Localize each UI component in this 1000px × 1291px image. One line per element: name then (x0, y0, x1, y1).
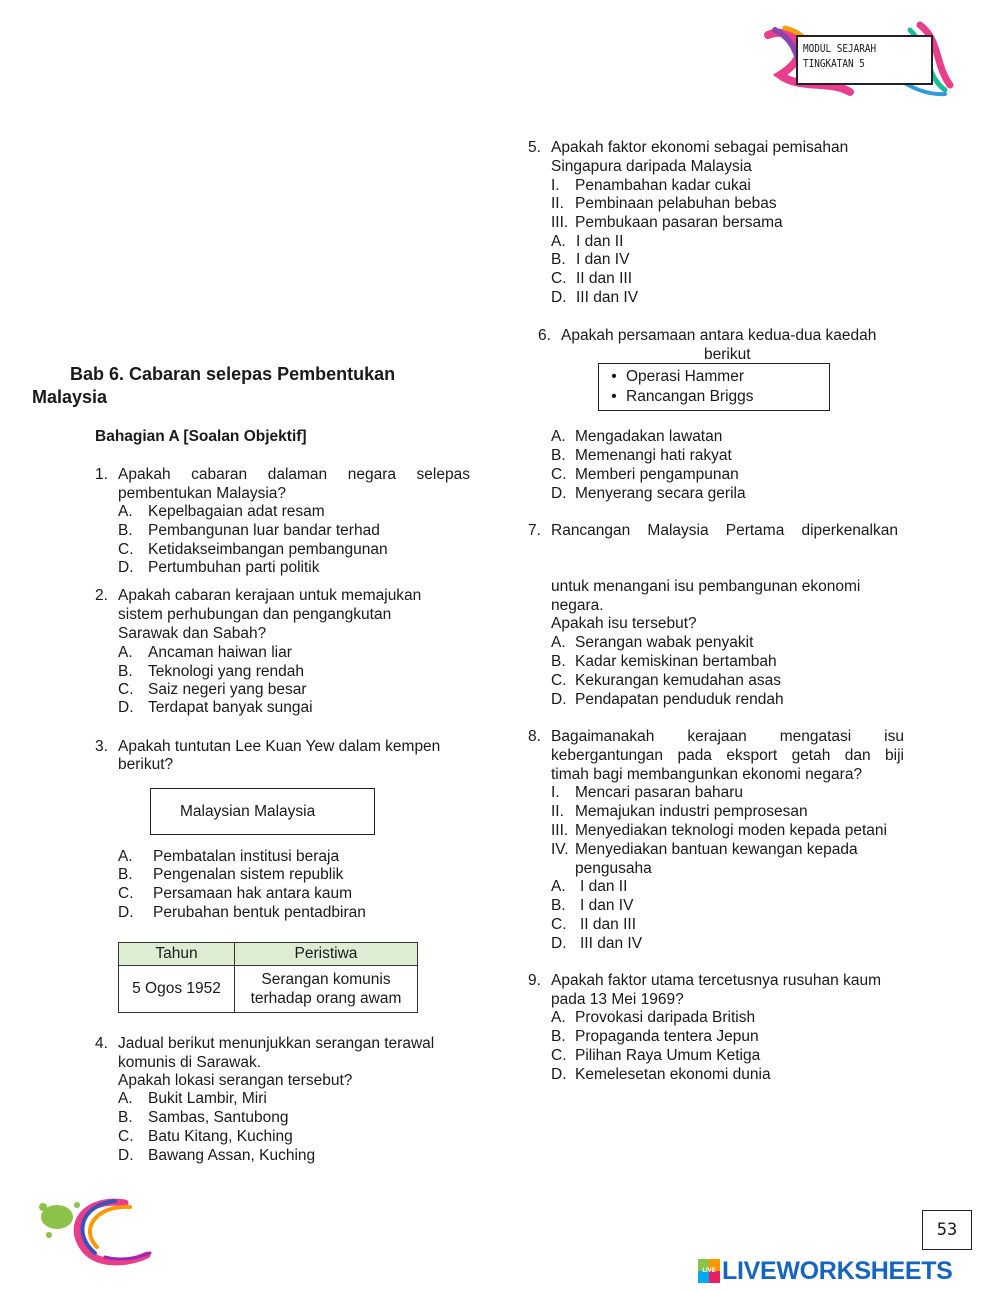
q2-option-b: B. Teknologi yang rendah (118, 663, 304, 680)
q5-option-a: A. I dan II (551, 233, 624, 250)
page-number: 53 (936, 1220, 958, 1240)
q8-item-3: III. Menyediakan teknologi moden kepada petani (551, 822, 887, 839)
q5-option-d: D. III dan IV (551, 289, 639, 306)
q6-option-d: D. Menyerang secara gerila (551, 485, 746, 502)
q4-number: 4. (95, 1035, 108, 1052)
table-header-tahun: Tahun (119, 943, 235, 966)
q5-item-3: III. Pembukaan pasaran bersama (551, 214, 783, 231)
q3-option-b: B. Pengenalan sistem republik (118, 866, 344, 883)
table-row (119, 966, 418, 1013)
event-table (118, 942, 418, 1013)
bullet-icon: • (611, 388, 617, 405)
q8-item-4: IV. Menyediakan bantuan kewangan kepada (551, 841, 858, 858)
q5-item-1: I. Penambahan kadar cukai (551, 177, 751, 194)
chapter-title-line2: Malaysia (32, 387, 108, 407)
table-cell-year: 5 Ogos 1952 (119, 966, 235, 1013)
q7-line3: negara. (551, 597, 604, 614)
q2-option-d: D. Terdapat banyak sungai (118, 699, 313, 716)
q7-option-a: A. Serangan wabak penyakit (551, 634, 754, 651)
q1-line2: pembentukan Malaysia? (118, 485, 287, 502)
q5-option-b: B. I dan IV (551, 251, 630, 268)
q1-option-a: A. Kepelbagaian adat resam (118, 503, 325, 520)
q5-item-2: II. Pembinaan pelabuhan bebas (551, 195, 777, 212)
q6-line2: berikut (704, 346, 751, 363)
q8-option-c: C. II dan III (551, 916, 637, 933)
watermark-badge: LIVE (698, 1259, 720, 1283)
q4-line1: Jadual berikut menunjukkan serangan terawal (118, 1035, 435, 1052)
q6-number: 6. (538, 327, 551, 344)
q4-option-c: C. Batu Kitang, Kuching (118, 1128, 293, 1145)
q9-option-a: A. Provokasi daripada British (551, 1009, 756, 1026)
q9-option-c: C. Pilihan Raya Umum Ketiga (551, 1047, 761, 1064)
q2-number: 2. (95, 587, 108, 604)
q8-line3: timah bagi membangunkan ekonomi negara? (551, 766, 863, 783)
q1-option-b: B. Pembangunan luar bandar terhad (118, 522, 380, 539)
q4-option-a: A. Bukit Lambir, Miri (118, 1090, 267, 1107)
q6-line1: Apakah persamaan antara kedua-dua kaedah (561, 327, 877, 344)
q3-number: 3. (95, 738, 108, 755)
q1-line1: Apakah cabaran dalaman negara selepas (118, 466, 470, 483)
liveworksheets-watermark (698, 1257, 994, 1285)
q2-option-c: C. Saiz negeri yang besar (118, 681, 307, 698)
watermark-text: LIVEWORKSHEETS (722, 1257, 953, 1285)
q7-option-c: C. Kekurangan kemudahan asas (551, 672, 781, 689)
q2-option-a: A. Ancaman haiwan liar (118, 644, 292, 661)
q9-option-b: B. Propaganda tentera Jepun (551, 1028, 759, 1045)
q3-line1: Apakah tuntutan Lee Kuan Yew dalam kempen (118, 738, 441, 755)
q9-option-d: D. Kemelesetan ekonomi dunia (551, 1066, 771, 1083)
header-line2: TINGKATAN 5 (803, 57, 865, 70)
q6-option-c: C. Memberi pengampunan (551, 466, 739, 483)
q7-line4: Apakah isu tersebut? (551, 615, 697, 632)
q5-line2: Singapura daripada Malaysia (551, 158, 752, 175)
q3-campaign-text: Malaysian Malaysia (180, 803, 316, 820)
section-title: Bahagian A [Soalan Objektif] (95, 428, 307, 445)
q4-option-b: B. Sambas, Santubong (118, 1109, 289, 1126)
footer-splash-logo-icon (35, 1195, 155, 1270)
q7-option-d: D. Pendapatan penduduk rendah (551, 691, 784, 708)
q3-option-a: A. Pembatalan institusi beraja (118, 848, 340, 865)
q5-number: 5. (528, 139, 541, 156)
q3-option-d: D. Perubahan bentuk pentadbiran (118, 904, 366, 921)
q3-line2: berikut? (118, 756, 174, 773)
q8-option-a: A. I dan II (551, 878, 628, 895)
q4-option-d: D. Bawang Assan, Kuching (118, 1147, 316, 1164)
q7-line2: untuk menangani isu pembangunan ekonomi (551, 578, 861, 595)
q2-line1: Apakah cabaran kerajaan untuk memajukan (118, 587, 422, 604)
q5-option-c: C. II dan III (551, 270, 633, 287)
header-label-box (796, 35, 933, 85)
table-header-peristiwa: Peristiwa (235, 943, 418, 966)
q7-option-b: B. Kadar kemiskinan bertambah (551, 653, 777, 670)
q8-option-d: D. III dan IV (551, 935, 643, 952)
q6-method-1: • Operasi Hammer (602, 367, 744, 386)
q2-line2: sistem perhubungan dan pengangkutan (118, 606, 392, 623)
q2-line3: Sarawak dan Sabah? (118, 625, 267, 642)
q1-option-d: D. Pertumbuhan parti politik (118, 559, 320, 576)
page-number-box (922, 1210, 972, 1250)
table-cell-event (235, 966, 418, 1013)
chapter-title-line1: Bab 6. Cabaran selepas Pembentukan (70, 364, 396, 384)
header-line1: MODUL SEJARAH (803, 42, 877, 55)
q6-option-a: A. Mengadakan lawatan (551, 428, 723, 445)
q6-option-b: B. Memenangi hati rakyat (551, 447, 732, 464)
q6-methods-box (598, 363, 830, 411)
q8-item-2: II. Memajukan industri pemprosesan (551, 803, 808, 820)
table-cell-event-line1: Serangan komunis (261, 971, 391, 988)
q9-line1: Apakah faktor utama tercetusnya rusuhan kaum (551, 972, 881, 989)
bullet-icon: • (611, 368, 617, 385)
q5-line1: Apakah faktor ekonomi sebagai pemisahan (551, 139, 849, 156)
q3-campaign-box (150, 788, 375, 835)
q1-option-c: C. Ketidakseimbangan pembangunan (118, 541, 388, 558)
q6-method-2: • Rancangan Briggs (602, 387, 754, 406)
q8-number: 8. (528, 728, 541, 745)
table-cell-event-line2: terhadap orang awam (250, 990, 402, 1007)
q8-line2: kebergantungan pada eksport getah dan biji (551, 747, 904, 764)
q8-item-4-cont: pengusaha (575, 860, 652, 877)
q8-item-1: I. Mencari pasaran baharu (551, 784, 744, 801)
q4-line3: Apakah lokasi serangan tersebut? (118, 1072, 353, 1089)
q7-line1: Rancangan Malaysia Pertama diperkenalkan (551, 522, 898, 539)
q3-option-c: C. Persamaan hak antara kaum (118, 885, 353, 902)
q8-option-b: B. I dan IV (551, 897, 634, 914)
q9-line2: pada 13 Mei 1969? (551, 991, 684, 1008)
q4-line2: komunis di Sarawak. (118, 1054, 262, 1071)
q8-line1: Bagaimanakah kerajaan mengatasi isu (551, 728, 904, 745)
q7-number: 7. (528, 522, 541, 539)
table-header-row (119, 943, 418, 966)
q9-number: 9. (528, 972, 541, 989)
q1-number: 1. (95, 466, 108, 483)
